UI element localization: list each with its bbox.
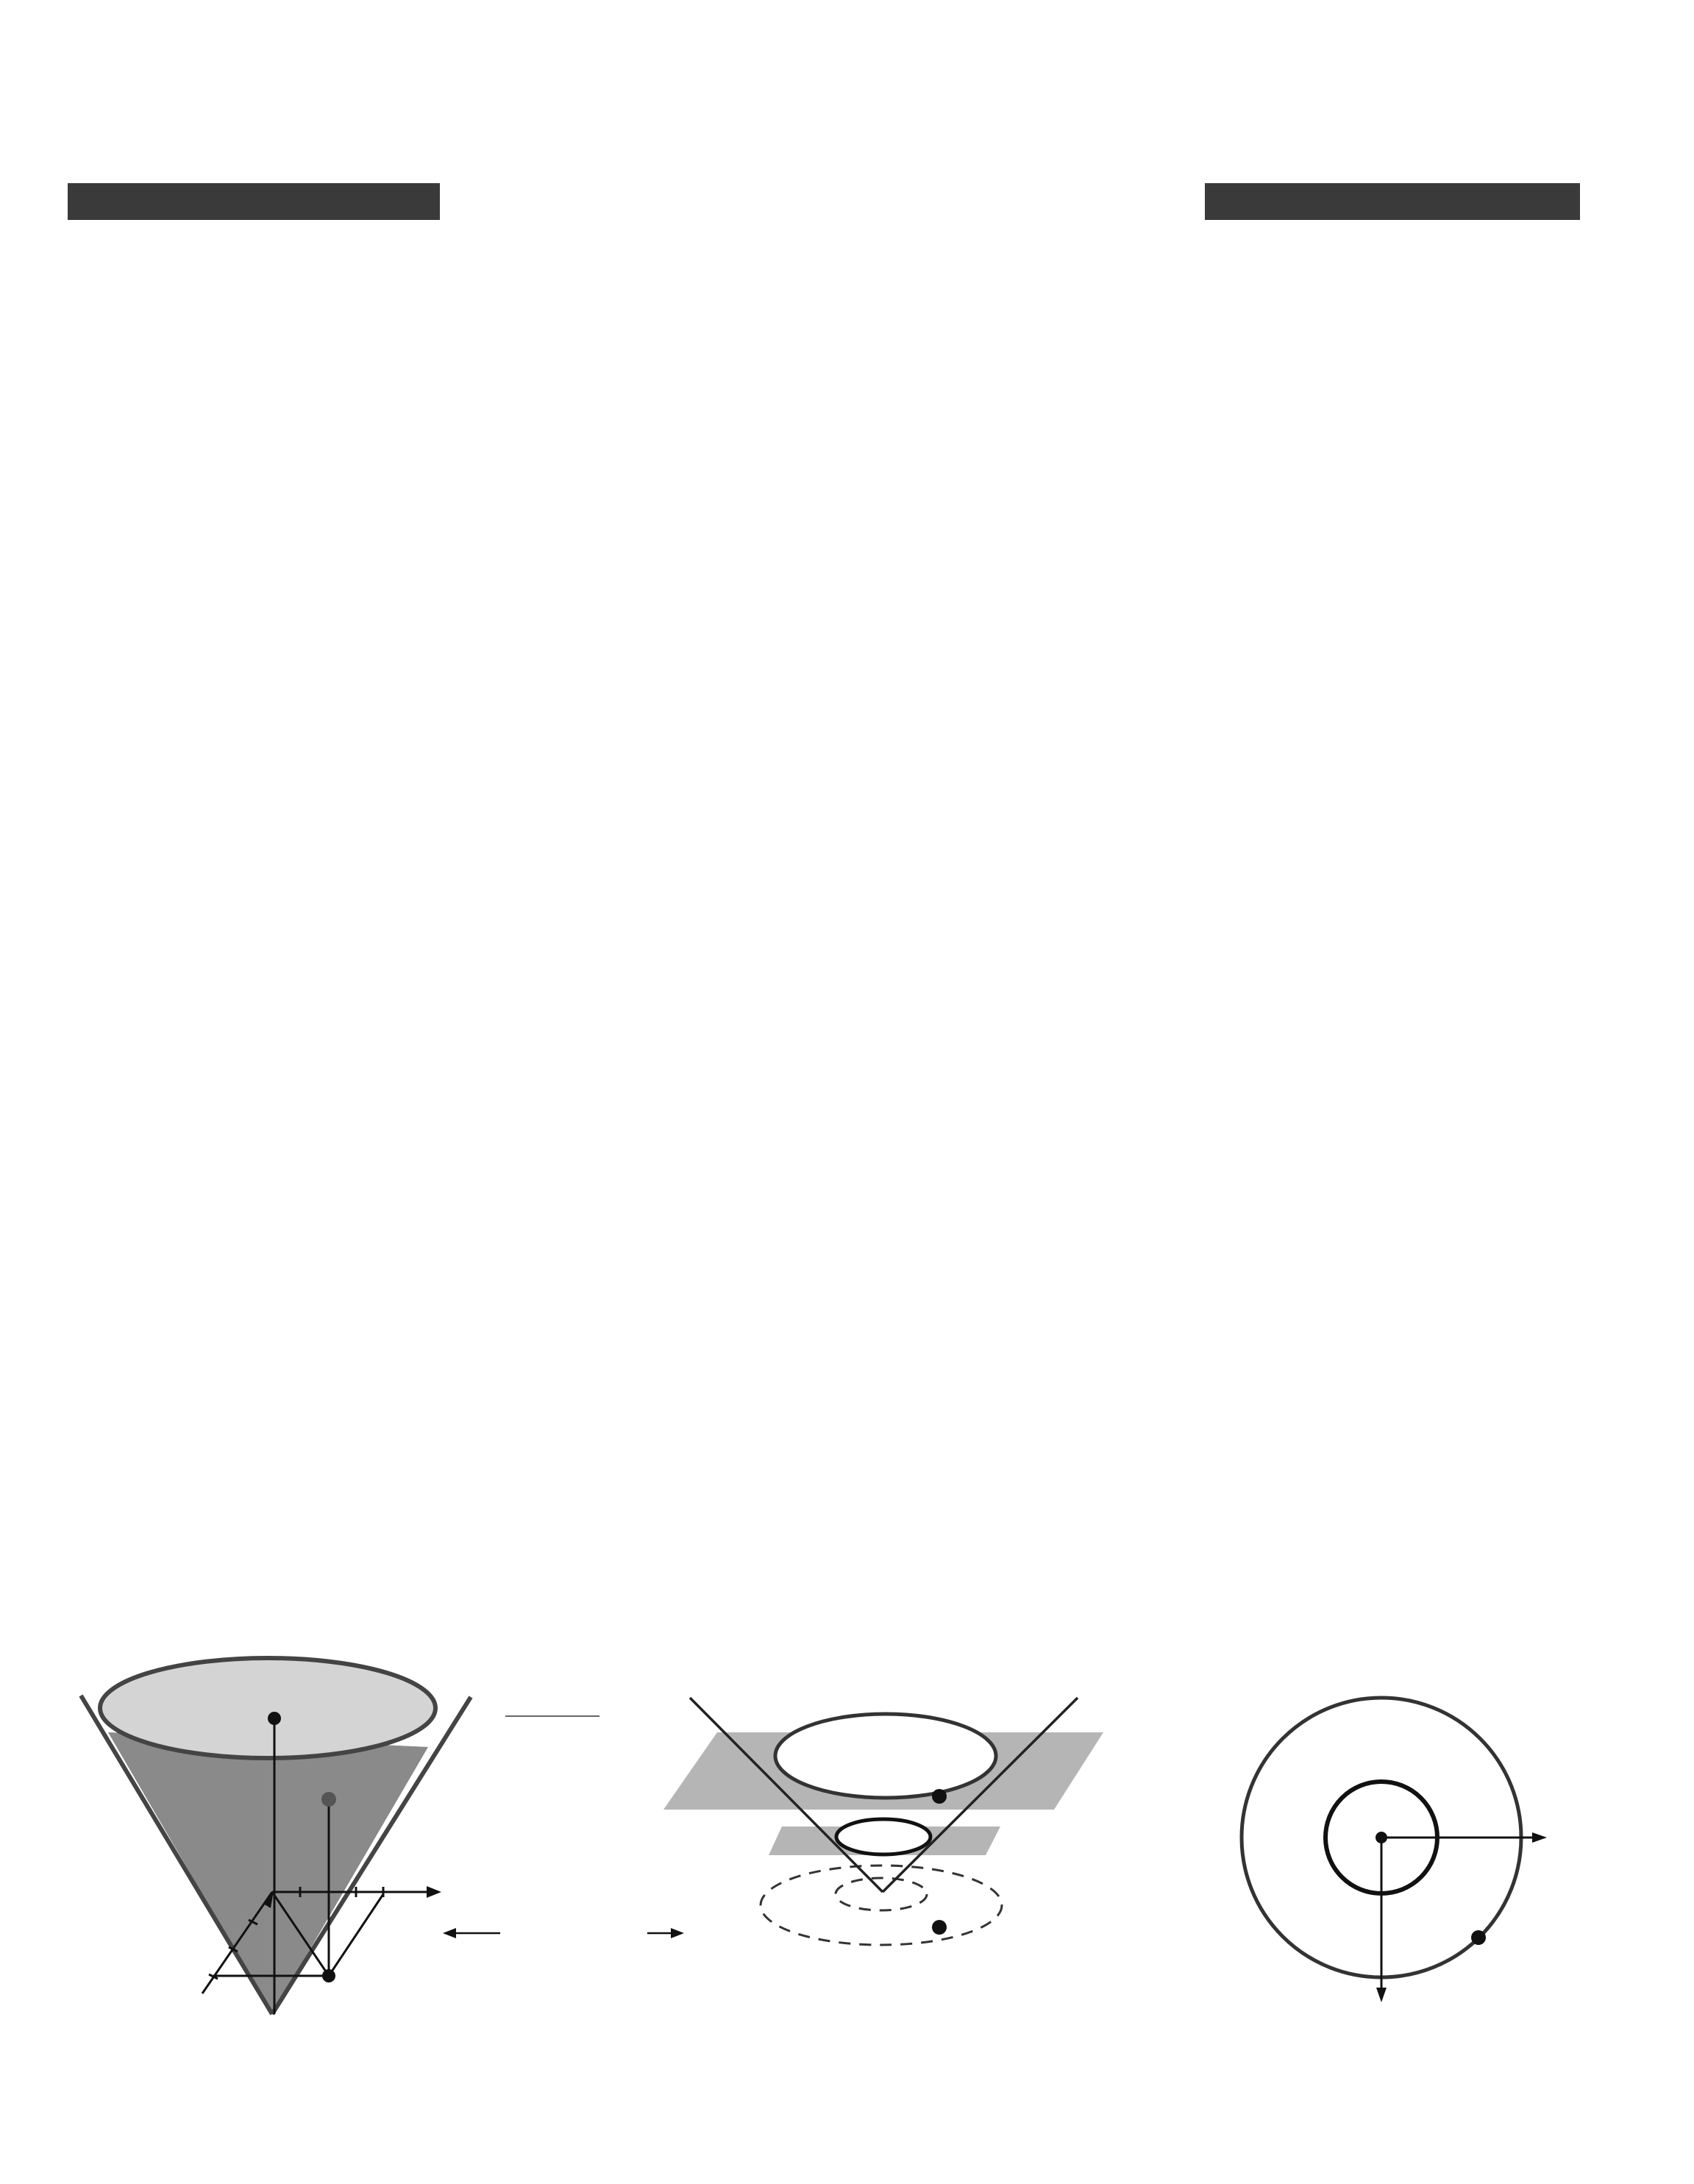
figure-caption — [320, 2032, 338, 2061]
planes-figure — [663, 1698, 1103, 1945]
paragraph-7 — [271, 1228, 1376, 1265]
section-title — [471, 177, 496, 224]
contour-origin — [1376, 1832, 1387, 1843]
y-axis-arrow-icon — [427, 1886, 441, 1898]
level-circle-base-c2 — [836, 1878, 927, 1910]
base-point — [322, 1969, 335, 1982]
intersection-circle-z5 — [775, 1714, 996, 1798]
section-bar-left — [68, 183, 440, 220]
base-line-y — [329, 1894, 383, 1976]
arrow-left-icon — [443, 1928, 456, 1938]
level-point-base — [932, 1920, 947, 1935]
cone-surface — [108, 1732, 428, 2014]
definition-box — [271, 1133, 1376, 1170]
level-curves-text — [271, 1228, 1376, 1265]
contour-x-arrow-icon — [1376, 1988, 1387, 2002]
example-1 — [271, 725, 1376, 761]
section-bar-right — [1205, 183, 1580, 220]
cone-top-ellipse — [100, 1658, 435, 1758]
level-point-z5 — [932, 1789, 947, 1804]
question — [271, 1502, 1376, 1539]
answer — [271, 1539, 1376, 1576]
arrow-right-icon — [671, 1928, 684, 1938]
intersection-circle-z2 — [836, 1819, 930, 1854]
contour-map — [1242, 1698, 1547, 2002]
contour-y-arrow-icon — [1532, 1832, 1547, 1843]
contour-point — [1471, 1930, 1486, 1945]
top-point — [268, 1712, 281, 1725]
question-answer — [271, 1502, 1376, 1576]
surface-point — [321, 1792, 336, 1807]
example-solution — [271, 818, 1376, 892]
paragraph-5 — [271, 855, 1376, 892]
cone-figure — [81, 1658, 684, 2014]
example-statement — [271, 725, 1376, 761]
figure-13-1 — [0, 1640, 1694, 2023]
definition — [271, 1133, 1376, 1170]
paragraph-4 — [271, 818, 1376, 855]
